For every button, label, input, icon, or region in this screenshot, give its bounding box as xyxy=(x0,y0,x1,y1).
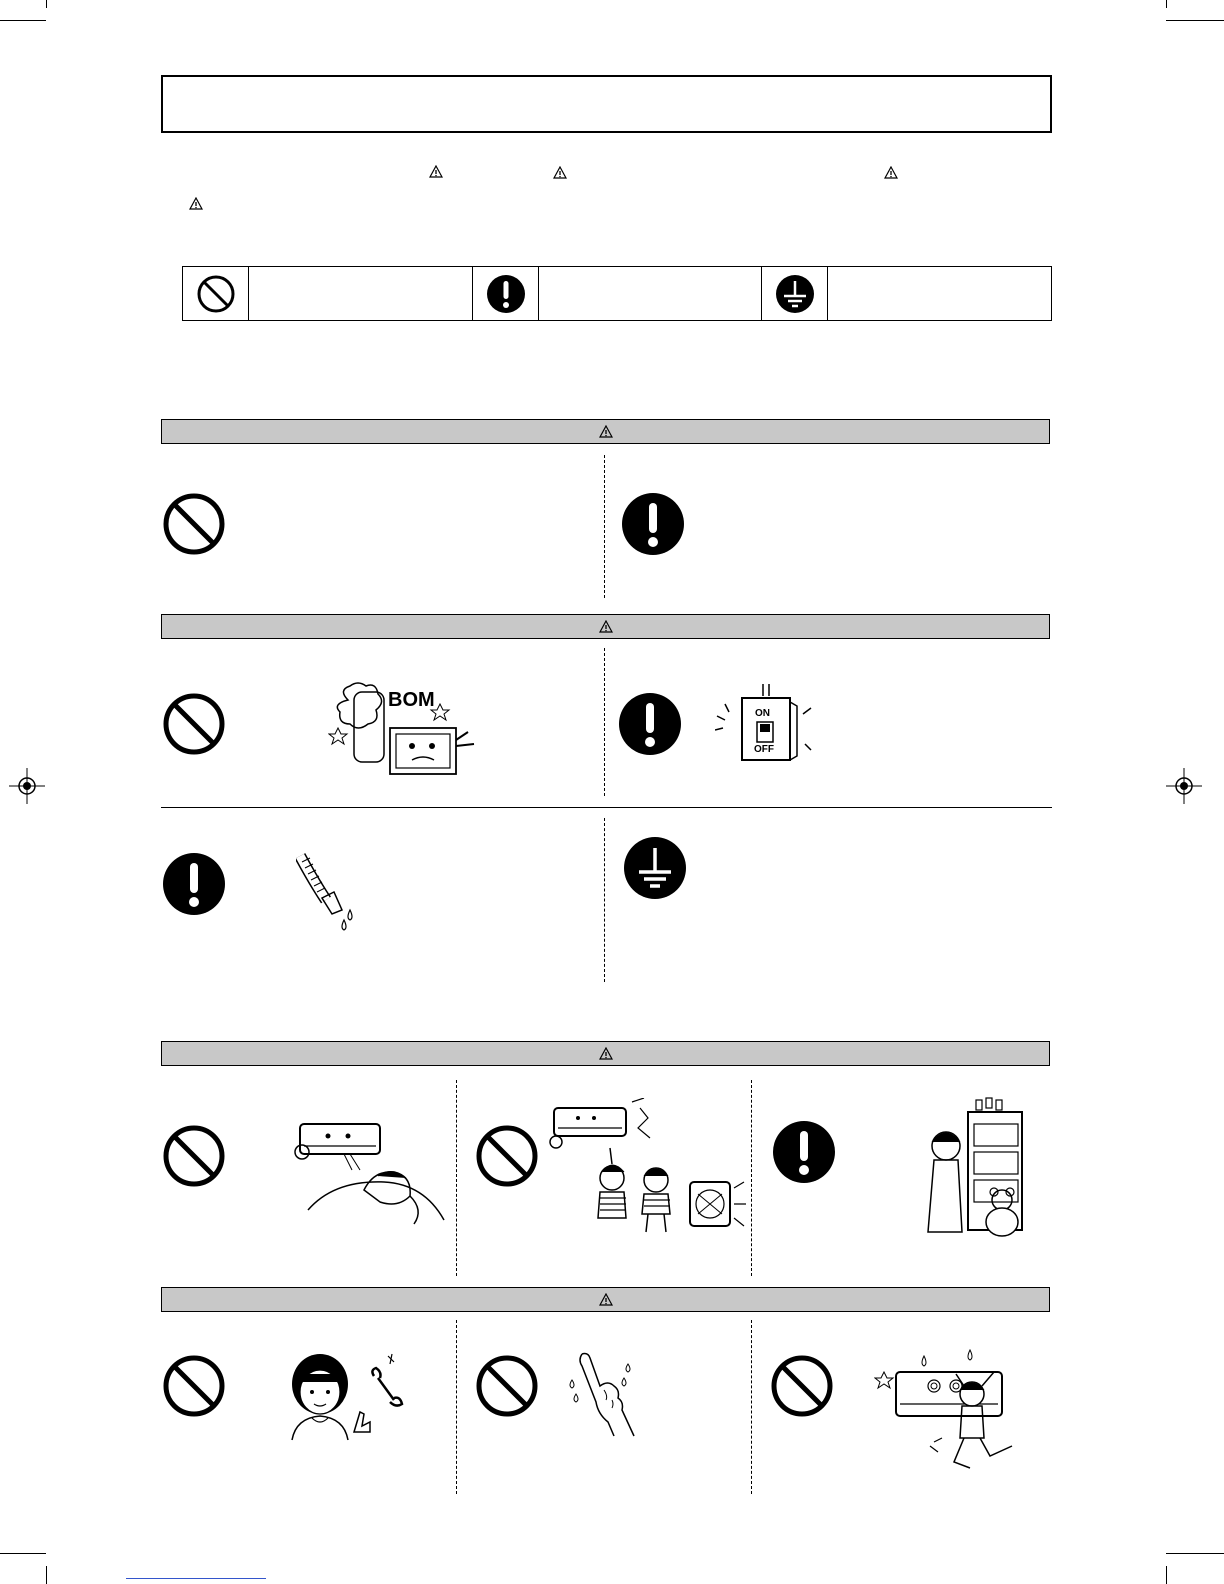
mandatory-icon xyxy=(162,852,226,916)
legend-icon-cell xyxy=(473,267,539,320)
column-divider xyxy=(456,1080,457,1276)
row-divider xyxy=(161,807,1052,808)
warning-section-header xyxy=(161,419,1050,444)
ground-icon xyxy=(623,836,687,900)
registration-mark-right xyxy=(1166,768,1202,804)
column-divider xyxy=(604,648,605,796)
warning-triangle-icon xyxy=(599,1047,613,1060)
blue-rule xyxy=(126,1578,266,1579)
warning-triangle-icon xyxy=(429,165,443,178)
girl-with-wrench-illustration xyxy=(290,1352,406,1442)
crop-mark-bottom-left-h xyxy=(0,1553,46,1554)
sleeping-under-airflow-illustration xyxy=(294,1120,450,1230)
switch-on-label: ON xyxy=(755,708,770,719)
prohibited-icon xyxy=(475,1354,539,1418)
column-divider xyxy=(604,455,605,598)
caution-triangle-icon xyxy=(189,197,203,210)
mandatory-icon xyxy=(772,1120,836,1184)
column-divider xyxy=(751,1080,752,1276)
column-divider xyxy=(456,1320,457,1494)
crop-mark-bottom-right-h xyxy=(1166,1553,1224,1554)
crop-mark-top-right-v xyxy=(1166,0,1167,8)
caution-section-header xyxy=(161,1287,1050,1312)
warning-section-header xyxy=(161,1041,1050,1066)
crop-mark-top-left-v xyxy=(46,0,47,8)
mandatory-icon xyxy=(486,274,526,314)
prohibited-icon xyxy=(196,274,236,314)
crop-mark-bottom-left-v xyxy=(46,1566,47,1584)
children-at-unit-illustration xyxy=(548,1098,746,1238)
ground-icon xyxy=(775,274,815,314)
warning-triangle-icon xyxy=(599,425,613,438)
caution-triangle-icon xyxy=(599,1293,613,1306)
legend-ground-label xyxy=(828,267,1051,320)
prohibited-icon xyxy=(770,1354,834,1418)
drain-hose-illustration xyxy=(296,852,366,934)
crop-mark-bottom-right-v xyxy=(1166,1566,1167,1584)
column-divider xyxy=(751,1320,752,1494)
caution-section-header xyxy=(161,614,1050,639)
caution-triangle-icon xyxy=(553,166,567,179)
prohibited-icon xyxy=(162,1354,226,1418)
caution-triangle-icon xyxy=(599,620,613,633)
mandatory-icon xyxy=(618,692,682,756)
warning-triangle-icon xyxy=(884,166,898,179)
child-hanging-on-unit-illustration xyxy=(874,1342,1022,1482)
gas-explosion-illustration xyxy=(328,680,478,780)
legend-prohibited-label xyxy=(249,267,473,320)
legend-icon-cell xyxy=(183,267,249,320)
prohibited-icon xyxy=(162,1124,226,1188)
crop-mark-top-right-h xyxy=(1166,20,1224,21)
column-divider xyxy=(604,818,605,982)
legend-mandatory-label xyxy=(539,267,762,320)
page-title-box xyxy=(161,75,1052,133)
prohibited-icon xyxy=(475,1124,539,1188)
registration-mark-left xyxy=(9,768,45,804)
crop-mark-top-left-h xyxy=(0,20,46,21)
symbol-legend-table xyxy=(182,266,1052,321)
explosion-text: BOM xyxy=(388,689,435,711)
switch-off-label: OFF xyxy=(754,744,774,755)
prohibited-icon xyxy=(162,692,226,756)
prohibited-icon xyxy=(162,492,226,556)
child-and-cabinet-illustration xyxy=(922,1096,1026,1240)
breaker-switch-illustration xyxy=(715,684,815,764)
legend-icon-cell xyxy=(762,267,828,320)
mandatory-icon xyxy=(621,492,685,556)
wet-hand-illustration xyxy=(568,1350,642,1438)
